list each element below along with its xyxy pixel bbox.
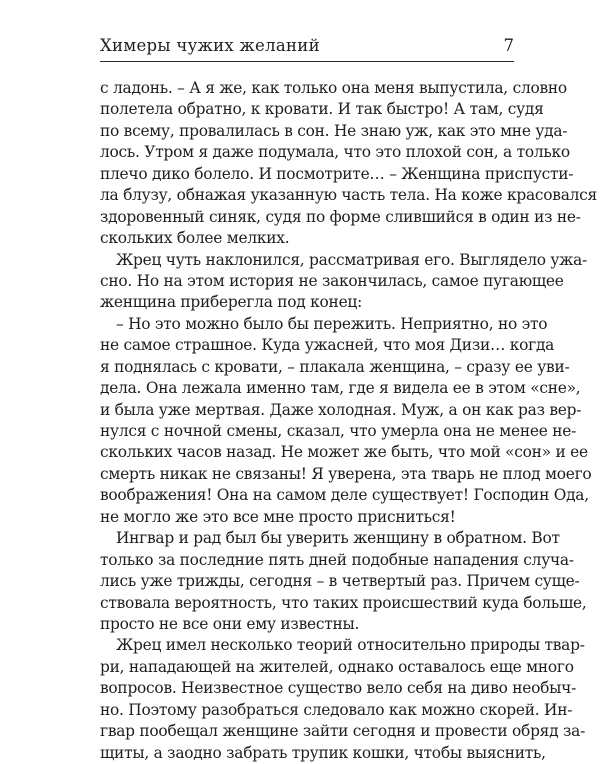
text-line: но. Поэтому разобраться следовало как можно скорей. Ин- [100, 700, 573, 719]
text-line: здоровенный синяк, судя по форме слившийся в один из не- [100, 207, 581, 226]
text-line: дела. Она лежала именно там, где я видела ее в этом «сне», [100, 379, 581, 398]
text-line: плечо дико болело. И посмотрите… – Женщина приспусти- [100, 164, 574, 183]
text-line: воображения! Она на самом деле существует! Господин Ода, [100, 486, 589, 505]
text-line: сно. Но на этом история не закончилась, самое пугающее [100, 271, 564, 290]
text-line: ствовала вероятность, что таких происшествий куда больше, [100, 593, 587, 612]
text-line: лись уже трижды, сегодня – в четвертый раз. Причем суще- [100, 572, 580, 591]
text-line: с ладонь. – А я же, как только она меня выпустила, словно [100, 79, 567, 97]
page-number: 7 [503, 36, 514, 55]
text-line: не самое страшное. Куда ужасней, что моя Дизи… когда [100, 336, 555, 355]
text-line: Жрец имел несколько теорий относительно природы твар- [116, 636, 585, 655]
text-line: ри, нападающей на жителей, однако оставалось еще много [100, 657, 574, 676]
text-line: – Но это можно было бы пережить. Неприятно, но это [116, 314, 548, 333]
text-line: гвар пообещал женщине зайти сегодня и провести обряд за- [100, 722, 586, 741]
text-line: щиты, а заодно забрать трупик кошки, чтобы выяснить, [100, 743, 546, 762]
text-line: смерть никак не связаны! Я уверена, эта тварь не плод моего [100, 464, 592, 483]
text-line: и была уже мертвая. Даже холодная. Муж, а он как раз вер- [100, 400, 582, 419]
text-line: нулся с ночной смены, сказал, что умерла она не менее не- [100, 422, 577, 440]
header-rule [100, 61, 514, 62]
text-line: скольких часов назад. Не может же быть, что мой «сон» и ее [100, 443, 588, 462]
text-line: лось. Утром я даже подумала, что это плохой сон, а только [100, 143, 570, 162]
text-line: я поднялась с кровати, – плакала женщина, – сразу ее уви- [100, 357, 570, 376]
text-line: Ингвар и рад был бы уверить женщину в обратном. Вот [116, 529, 560, 548]
text-line: скольких более мелких. [100, 229, 290, 248]
text-line: ла блузу, обнажая указанную часть тела. На коже красовался [100, 186, 597, 205]
text-line: только за последние пять дней подобные нападения случа- [100, 550, 574, 569]
running-title: Химеры чужих желаний [100, 36, 320, 55]
text-line: полетела обратно, к кровати. И так быстро! А там, судя [100, 100, 544, 119]
text-line: просто не все они ему известны. [100, 614, 360, 633]
text-line: не могло же это все мне просто присниться! [100, 507, 456, 526]
text-line: вопросов. Неизвестное существо вело себя на диво необыч- [100, 679, 577, 698]
text-line: по всему, провалилась в сон. Не знаю уж, как это мне уда- [100, 121, 568, 140]
body-text [100, 78, 597, 764]
text-line: женщина приберегла под конец: [100, 293, 363, 312]
text-line: Жрец чуть наклонился, рассматривая его. Выглядело ужа- [116, 250, 587, 269]
